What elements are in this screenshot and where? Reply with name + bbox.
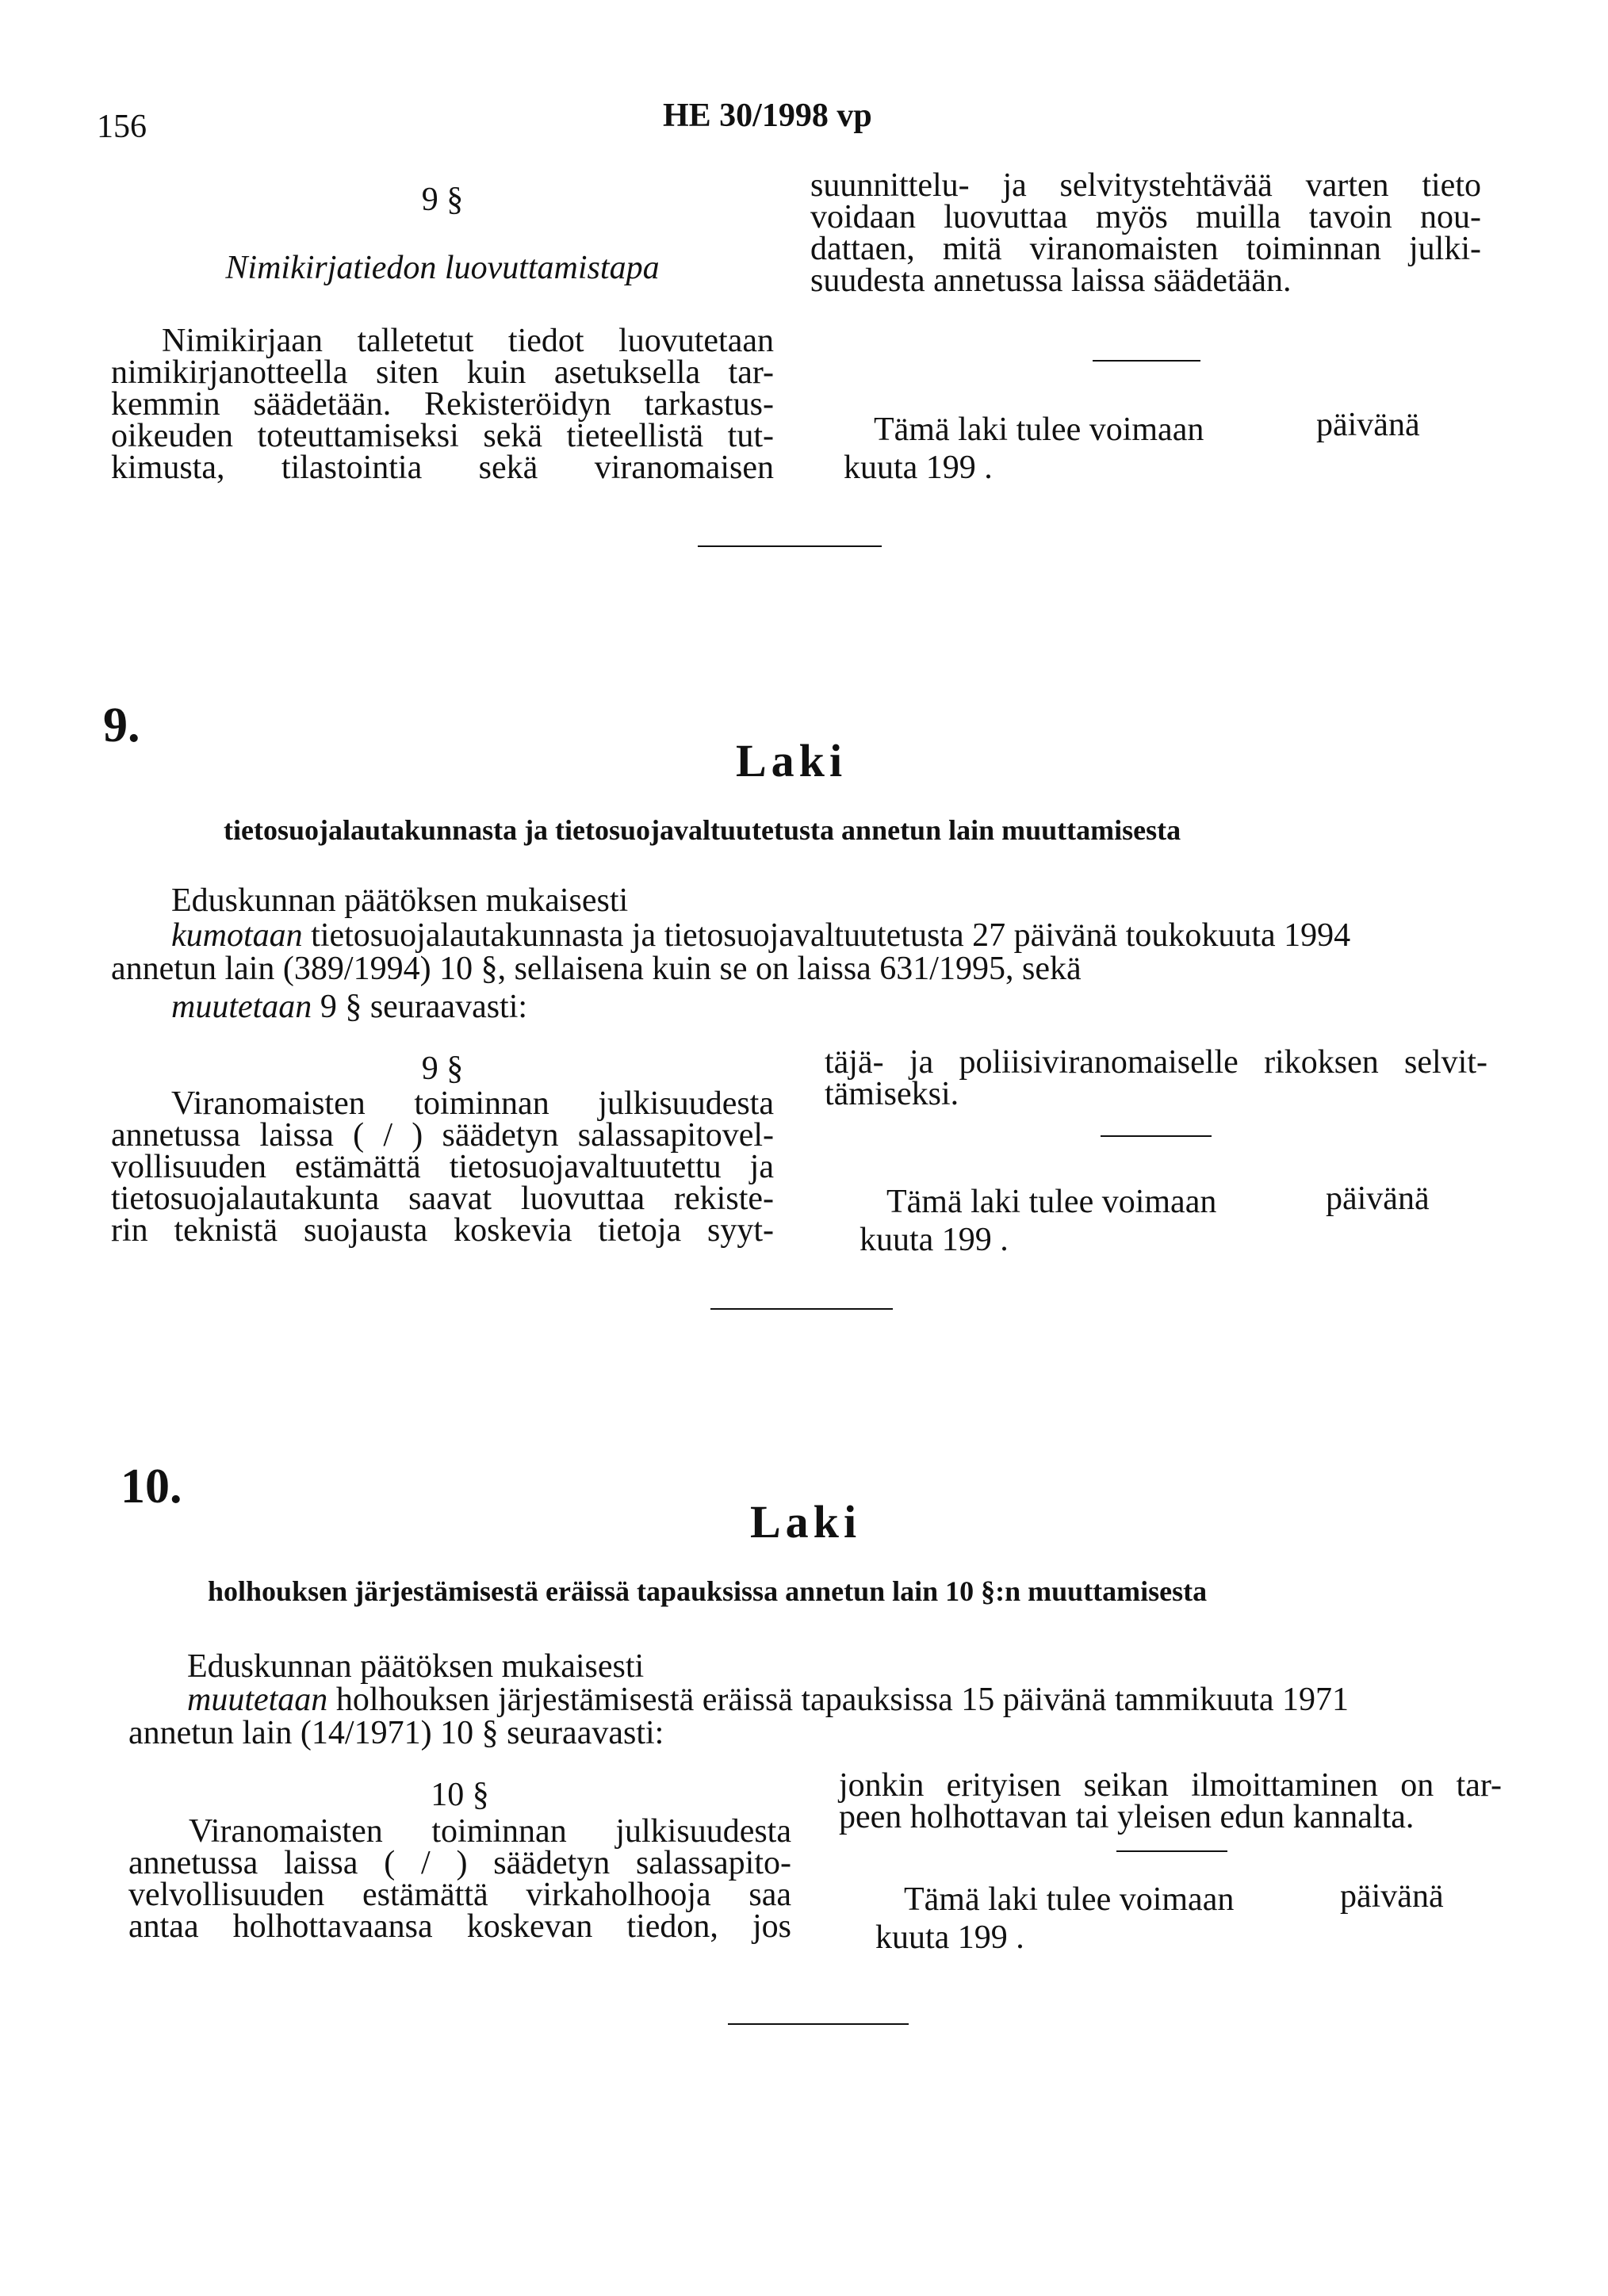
text-line: rin teknistä suojausta koskevia tietoja syyt- [111, 1212, 774, 1249]
divider [1093, 360, 1200, 362]
text-line: Viranomaisten toiminnan julkisuudesta [189, 1813, 791, 1850]
repeal-clause-cont: annetun lain (389/1994) 10 §, sellaisena kuin se on laissa 631/1995, sekä [111, 951, 1082, 987]
text-line: suunnittelu- ja selvitystehtävää varten tieto [810, 167, 1481, 204]
text-line: täjä- ja poliisiviranomaiselle rikoksen selvit- [825, 1044, 1487, 1081]
text-line: suudesta annetussa laissa säädetään. [810, 262, 1292, 299]
effect-clause-a: Tämä laki tulee voimaan [874, 411, 1204, 448]
preamble: Eduskunnan päätöksen mukaisesti [187, 1648, 645, 1685]
effect-clause-b: päivänä [1340, 1878, 1444, 1915]
law-title: holhouksen järjestämisestä eräissä tapauksissa annetun lain 10 §:n muuttamisesta [208, 1575, 1208, 1607]
amend-text: holhouksen järjestämisestä eräissä tapauksissa 15 päivänä tammikuuta 1971 [335, 1682, 1349, 1718]
preamble: Eduskunnan päätöksen mukaisesti [171, 882, 629, 919]
divider [1101, 1135, 1212, 1137]
left-column-text [111, 1085, 774, 1249]
page-number: 156 [97, 109, 147, 145]
left-column-text [111, 325, 774, 484]
document-id: HE 30/1998 vp [663, 98, 872, 134]
law-heading: Laki [750, 1496, 862, 1548]
amend-clause-cont: annetun lain (14/1971) 10 § seuraavasti: [128, 1715, 664, 1751]
effect-clause-b: päivänä [1316, 407, 1420, 443]
law-number: 9. [103, 698, 140, 752]
section-title: Nimikirjatiedon luovuttamistapa [225, 250, 660, 286]
text-line: vollisuuden estämättä tietosuojavaltuutettu ja [111, 1149, 774, 1185]
law-number: 10. [121, 1460, 182, 1513]
effect-clause-b: päivänä [1326, 1181, 1430, 1217]
section-divider [698, 545, 882, 547]
text-line: tämiseksi. [825, 1076, 959, 1112]
text-line: kimusta, tilastointia sekä viranomaisen [111, 450, 774, 486]
amend-clause [171, 991, 527, 1023]
text-line: oikeuden toteuttamiseksi sekä tieteellistä tut- [111, 418, 774, 454]
keyword-kumotaan: kumotaan [171, 917, 303, 954]
text-line: tietosuojalautakunta saavat luovuttaa rekiste- [111, 1181, 774, 1217]
section-divider [710, 1308, 893, 1310]
keyword-muutetaan: muutetaan [171, 989, 312, 1025]
text-line: peen holhottavan tai yleisen edun kannalta. [839, 1799, 1415, 1835]
amend-clause [187, 1684, 1349, 1716]
repeal-text: tietosuojalautakunnasta ja tietosuojavaltuutetusta 27 päivänä toukokuuta 1994 [311, 917, 1351, 954]
text-line: annetussa laissa ( / ) säädetyn salassapitovel- [111, 1117, 774, 1154]
text-line: antaa holhottavaansa koskevan tiedon, jos [128, 1908, 791, 1945]
right-column-text [810, 167, 1481, 299]
section-heading-9: 9 § [421, 1050, 464, 1087]
left-column-text [128, 1813, 791, 1945]
effect-clause-c: kuuta 199 . [860, 1222, 1009, 1258]
effect-clause-c: kuuta 199 . [875, 1919, 1024, 1956]
repeal-clause [171, 917, 1351, 954]
text-line: Nimikirjaan talletetut tiedot luovutetaan [162, 323, 774, 359]
law-title: tietosuojalautakunnasta ja tietosuojavaltuutetusta annetun lain muuttamisesta [224, 814, 1181, 846]
text-line: annetussa laissa ( / ) säädetyn salassapito- [128, 1845, 791, 1881]
right-column-text [839, 1767, 1502, 1835]
effect-clause-a: Tämä laki tulee voimaan [904, 1881, 1235, 1918]
text-line: jonkin erityisen seikan ilmoittaminen on tar- [839, 1767, 1502, 1804]
divider [1116, 1850, 1227, 1852]
amend-text: 9 § seuraavasti: [320, 989, 528, 1025]
section-divider [728, 2023, 909, 2025]
text-line: Viranomaisten toiminnan julkisuudesta [171, 1085, 774, 1122]
text-line: kemmin säädetään. Rekisteröidyn tarkastus- [111, 386, 774, 423]
right-column-text [825, 1044, 1487, 1112]
section-heading-9: 9 § [421, 182, 464, 218]
keyword-muutetaan: muutetaan [187, 1682, 328, 1718]
text-line: velvollisuuden estämättä virkaholhooja saa [128, 1877, 791, 1913]
effect-clause-a: Tämä laki tulee voimaan [886, 1184, 1217, 1220]
text-line: nimikirjanotteella siten kuin asetuksella tar- [111, 354, 774, 391]
section-heading-10: 10 § [431, 1777, 489, 1813]
text-line: voidaan luovuttaa myös muilla tavoin nou- [810, 199, 1481, 235]
effect-clause-c: kuuta 199 . [844, 450, 993, 486]
text-line: dattaen, mitä viranomaisten toiminnan julki- [810, 231, 1481, 267]
law-heading: Laki [736, 735, 848, 786]
